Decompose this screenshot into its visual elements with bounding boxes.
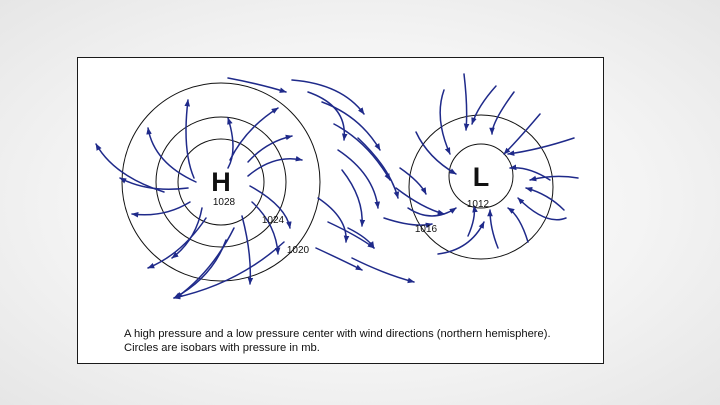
wind-arrow	[252, 202, 278, 254]
wind-arrow	[530, 176, 578, 180]
pressure-diagram	[78, 58, 605, 365]
low-pressure-label: 1012	[466, 199, 490, 210]
wind-arrow	[342, 170, 362, 226]
wind-arrow	[186, 100, 194, 178]
wind-arrow	[322, 102, 380, 150]
isobar-label-1020: 1020	[286, 245, 310, 256]
wind-arrow	[504, 114, 540, 154]
wind-arrow	[440, 90, 450, 154]
wind-arrow	[464, 74, 467, 130]
wind-arrow	[490, 210, 498, 248]
wind-arrow	[96, 144, 164, 192]
isobar-label-1016: 1016	[414, 224, 438, 235]
wind-arrow	[508, 208, 528, 242]
wind-arrow	[230, 108, 278, 160]
wind-arrow	[396, 188, 444, 214]
low-symbol: L	[472, 162, 490, 192]
wind-arrow	[132, 202, 190, 215]
wind-arrow	[148, 128, 196, 182]
wind-arrow	[468, 206, 474, 236]
wind-arrow	[328, 222, 374, 248]
wind-arrow	[510, 168, 550, 180]
high-symbol: H	[211, 167, 231, 197]
wind-arrow	[400, 168, 426, 194]
high-pressure-label: 1028	[212, 197, 236, 208]
wind-arrow	[174, 242, 284, 298]
caption-line-1: A high pressure and a low pressure center with wind directions (northern hemisphere).	[124, 328, 551, 340]
wind-arrow	[472, 86, 496, 124]
wind-arrow	[308, 92, 344, 140]
figure-frame	[77, 57, 604, 364]
wind-arrow	[292, 80, 364, 114]
wind-arrow	[176, 228, 234, 298]
wind-arrow	[492, 92, 514, 134]
transition-wind-arrows	[292, 80, 444, 282]
wind-arrow	[248, 159, 302, 176]
wind-arrow	[526, 188, 564, 210]
wind-arrow	[518, 198, 566, 220]
caption-line-2: Circles are isobars with pressure in mb.	[124, 342, 320, 354]
wind-arrow	[242, 216, 250, 284]
isobar-label-1024: 1024	[261, 215, 285, 226]
wind-arrow	[318, 198, 346, 242]
wind-arrow	[228, 118, 233, 168]
high-wind-arrows	[96, 78, 302, 298]
